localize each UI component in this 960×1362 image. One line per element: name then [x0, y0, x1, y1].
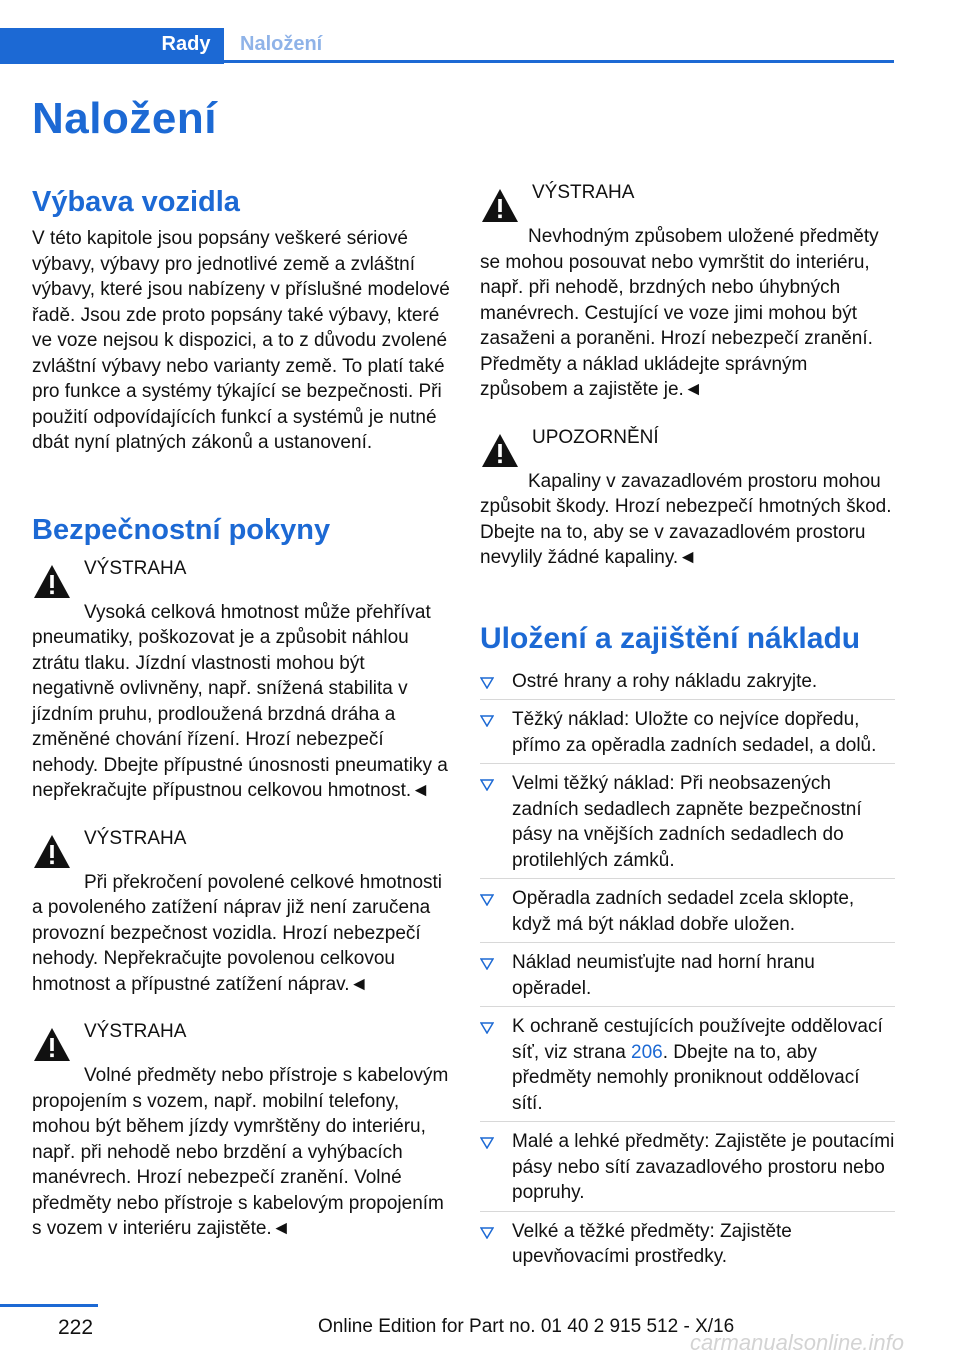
warning-text: Volné předměty nebo přístroje s kabelovým propojením s vozem, např. mobilní telefony, mohou být během jízdy vymrštěny do interiéru, např. při nehodě nebo brzdění a vyhýbacích manévrech. Hrozí nebezpečí zranění. Volné předměty nebo přístroje s kabelovým propojením s vozem v interiéru zajistěte.◄ — [32, 1065, 449, 1239]
right-column — [480, 180, 895, 1276]
list-item-text: Ostré hrany a rohy nákladu zakryjte. — [512, 670, 818, 692]
warning-triangle-icon — [32, 832, 72, 872]
warning-block — [480, 180, 895, 403]
section-text-vybava: V této kapitole jsou popsány veškeré sériové výbavy, výbavy pro jednotlivé země a zvláštní výbavy, které jsou nabízeny v příslušné modelové řadě. Jsou zde proto popsány také výbavy, které ve voze nejsou k dispozici, a to z důvodu zvolené zvláštní výbavy nebo varianty země. To platí také pro funkce a systémy týkající se bezpečnosti. Při použití odpovídajících funkcí a systémů je nutné dbát nyní platných zákonů a ustanovení. — [32, 228, 450, 453]
page-number: 222 — [58, 1316, 94, 1339]
steps-list — [480, 669, 895, 1276]
footer-rule — [0, 1304, 98, 1307]
warning-text: Při překročení povolené celkové hmotnosti a povoleného zatížení náprav již není zaručena provozní bezpečnost vozidla. Hrozí nebezpečí nehody. Nepřekračujte povolenou celkovou hmotnost a přípustné zatížení náprav.◄ — [32, 871, 443, 995]
triangle-bullet-icon — [480, 715, 494, 727]
list-item — [480, 700, 895, 764]
warning-triangle-icon — [480, 431, 520, 471]
page-title: Naložení — [32, 94, 217, 143]
list-item-text: K ochraně cestujících používejte oddělovací síť, viz strana — [512, 1016, 883, 1063]
list-item-text: Velmi těžký náklad: Při neobsazených zadních sedadlech zapněte bezpečnostní pásy na vnějších zadních sedadlech do protilehlých zámků. — [512, 773, 862, 871]
header-rule — [224, 60, 894, 63]
list-item — [480, 764, 895, 879]
list-item-text: Velké a těžké předměty: Zajistěte upevňovacími prostředky. — [512, 1220, 792, 1267]
list-item — [480, 1122, 895, 1212]
triangle-bullet-icon — [480, 779, 494, 791]
warning-title: VÝSTRAHA — [84, 557, 187, 579]
warning-text: Vysoká celková hmotnost může přehřívat pneumatiky, poškozovat je a způsobit náhlou ztrátu tlaku. Jízdní vlastnosti mohou být negativně ovlivněny, např. snížená stabilita v jízdním pruhu, prodloužená brzdná dráha a změněné chování řízení. Hrozí nebezpečí nehody. Dbejte přípustné únosnosti pneumatiky a nepřekračujte přípustnou celkovou hmotnost.◄ — [32, 601, 448, 801]
triangle-bullet-icon — [480, 1022, 494, 1034]
tab-rady[interactable]: Rady — [161, 33, 211, 55]
section-title-vybava: Výbava vozidla — [32, 186, 240, 218]
list-item-text: Malé a lehké předměty: Zajistěte je poutacími pásy nebo sítí zavazadlového prostoru nebo popruhy. — [512, 1131, 895, 1203]
list-item-text: Těžký náklad: Uložte co nejvíce dopředu, přímo za opěradla zadních sedadel, a dolů. — [512, 709, 877, 756]
tab-nalozeni[interactable]: Naložení — [240, 33, 323, 55]
triangle-bullet-icon — [480, 1227, 494, 1239]
list-item — [480, 1007, 895, 1122]
warning-block — [32, 1019, 452, 1242]
list-item-text: Opěradla zadních sedadel zcela sklopte, když má být náklad dobře uložen. — [512, 888, 855, 935]
list-item-text: Náklad neumisťujte nad horní hranu opěradel. — [512, 952, 815, 999]
section-title-ulozeni: Uložení a zajištění nákladu — [480, 621, 861, 655]
warning-title: VÝSTRAHA — [84, 827, 187, 849]
list-item — [480, 669, 895, 701]
list-item — [480, 879, 895, 943]
notice-title: UPOZORNĚNÍ — [532, 426, 659, 448]
warning-block — [32, 826, 452, 998]
warning-title: VÝSTRAHA — [84, 1021, 187, 1042]
notice-block — [480, 425, 895, 571]
triangle-bullet-icon — [480, 677, 494, 689]
triangle-bullet-icon — [480, 1137, 494, 1149]
list-item — [480, 1212, 895, 1276]
warning-triangle-icon — [32, 1025, 72, 1065]
watermark: carmanualsonline.info — [690, 1330, 905, 1355]
left-column — [32, 182, 452, 1242]
list-item-text: . Dbejte na to, aby předměty nemohly proniknout oddělovací sítí. — [512, 1041, 860, 1114]
edition-text: Online Edition for Part no. 01 40 2 915 512 - X/16 — [318, 1316, 735, 1337]
triangle-bullet-icon — [480, 894, 494, 906]
warning-text: Nevhodným způsobem uložené předměty se mohou posouvat nebo vymrštit do interiéru, např. při nehodě, brzdných nebo úhybných manévrech. Cestující ve voze jimi mohou být zasaženi a poraněni. Hrozí nebezpečí zranění. Předměty a náklad ukládejte správným způsobem a zajistěte je.◄ — [480, 226, 879, 400]
section-title-bezpecnostni: Bezpečnostní pokyny — [32, 513, 331, 546]
page-reference-link[interactable]: 206 — [631, 1041, 663, 1063]
warning-title: VÝSTRAHA — [532, 182, 635, 203]
header-bar — [0, 0, 960, 64]
notice-text: Kapaliny v zavazadlovém prostoru mohou způsobit škody. Hrozí nebezpečí hmotných škod. Dbejte na to, aby se v zavazadlovém prostoru nevylily žádné kapaliny.◄ — [480, 470, 892, 568]
triangle-bullet-icon — [480, 958, 494, 970]
warning-block — [32, 556, 452, 804]
warning-triangle-icon — [32, 562, 72, 602]
list-item — [480, 943, 895, 1007]
warning-triangle-icon — [480, 186, 520, 226]
